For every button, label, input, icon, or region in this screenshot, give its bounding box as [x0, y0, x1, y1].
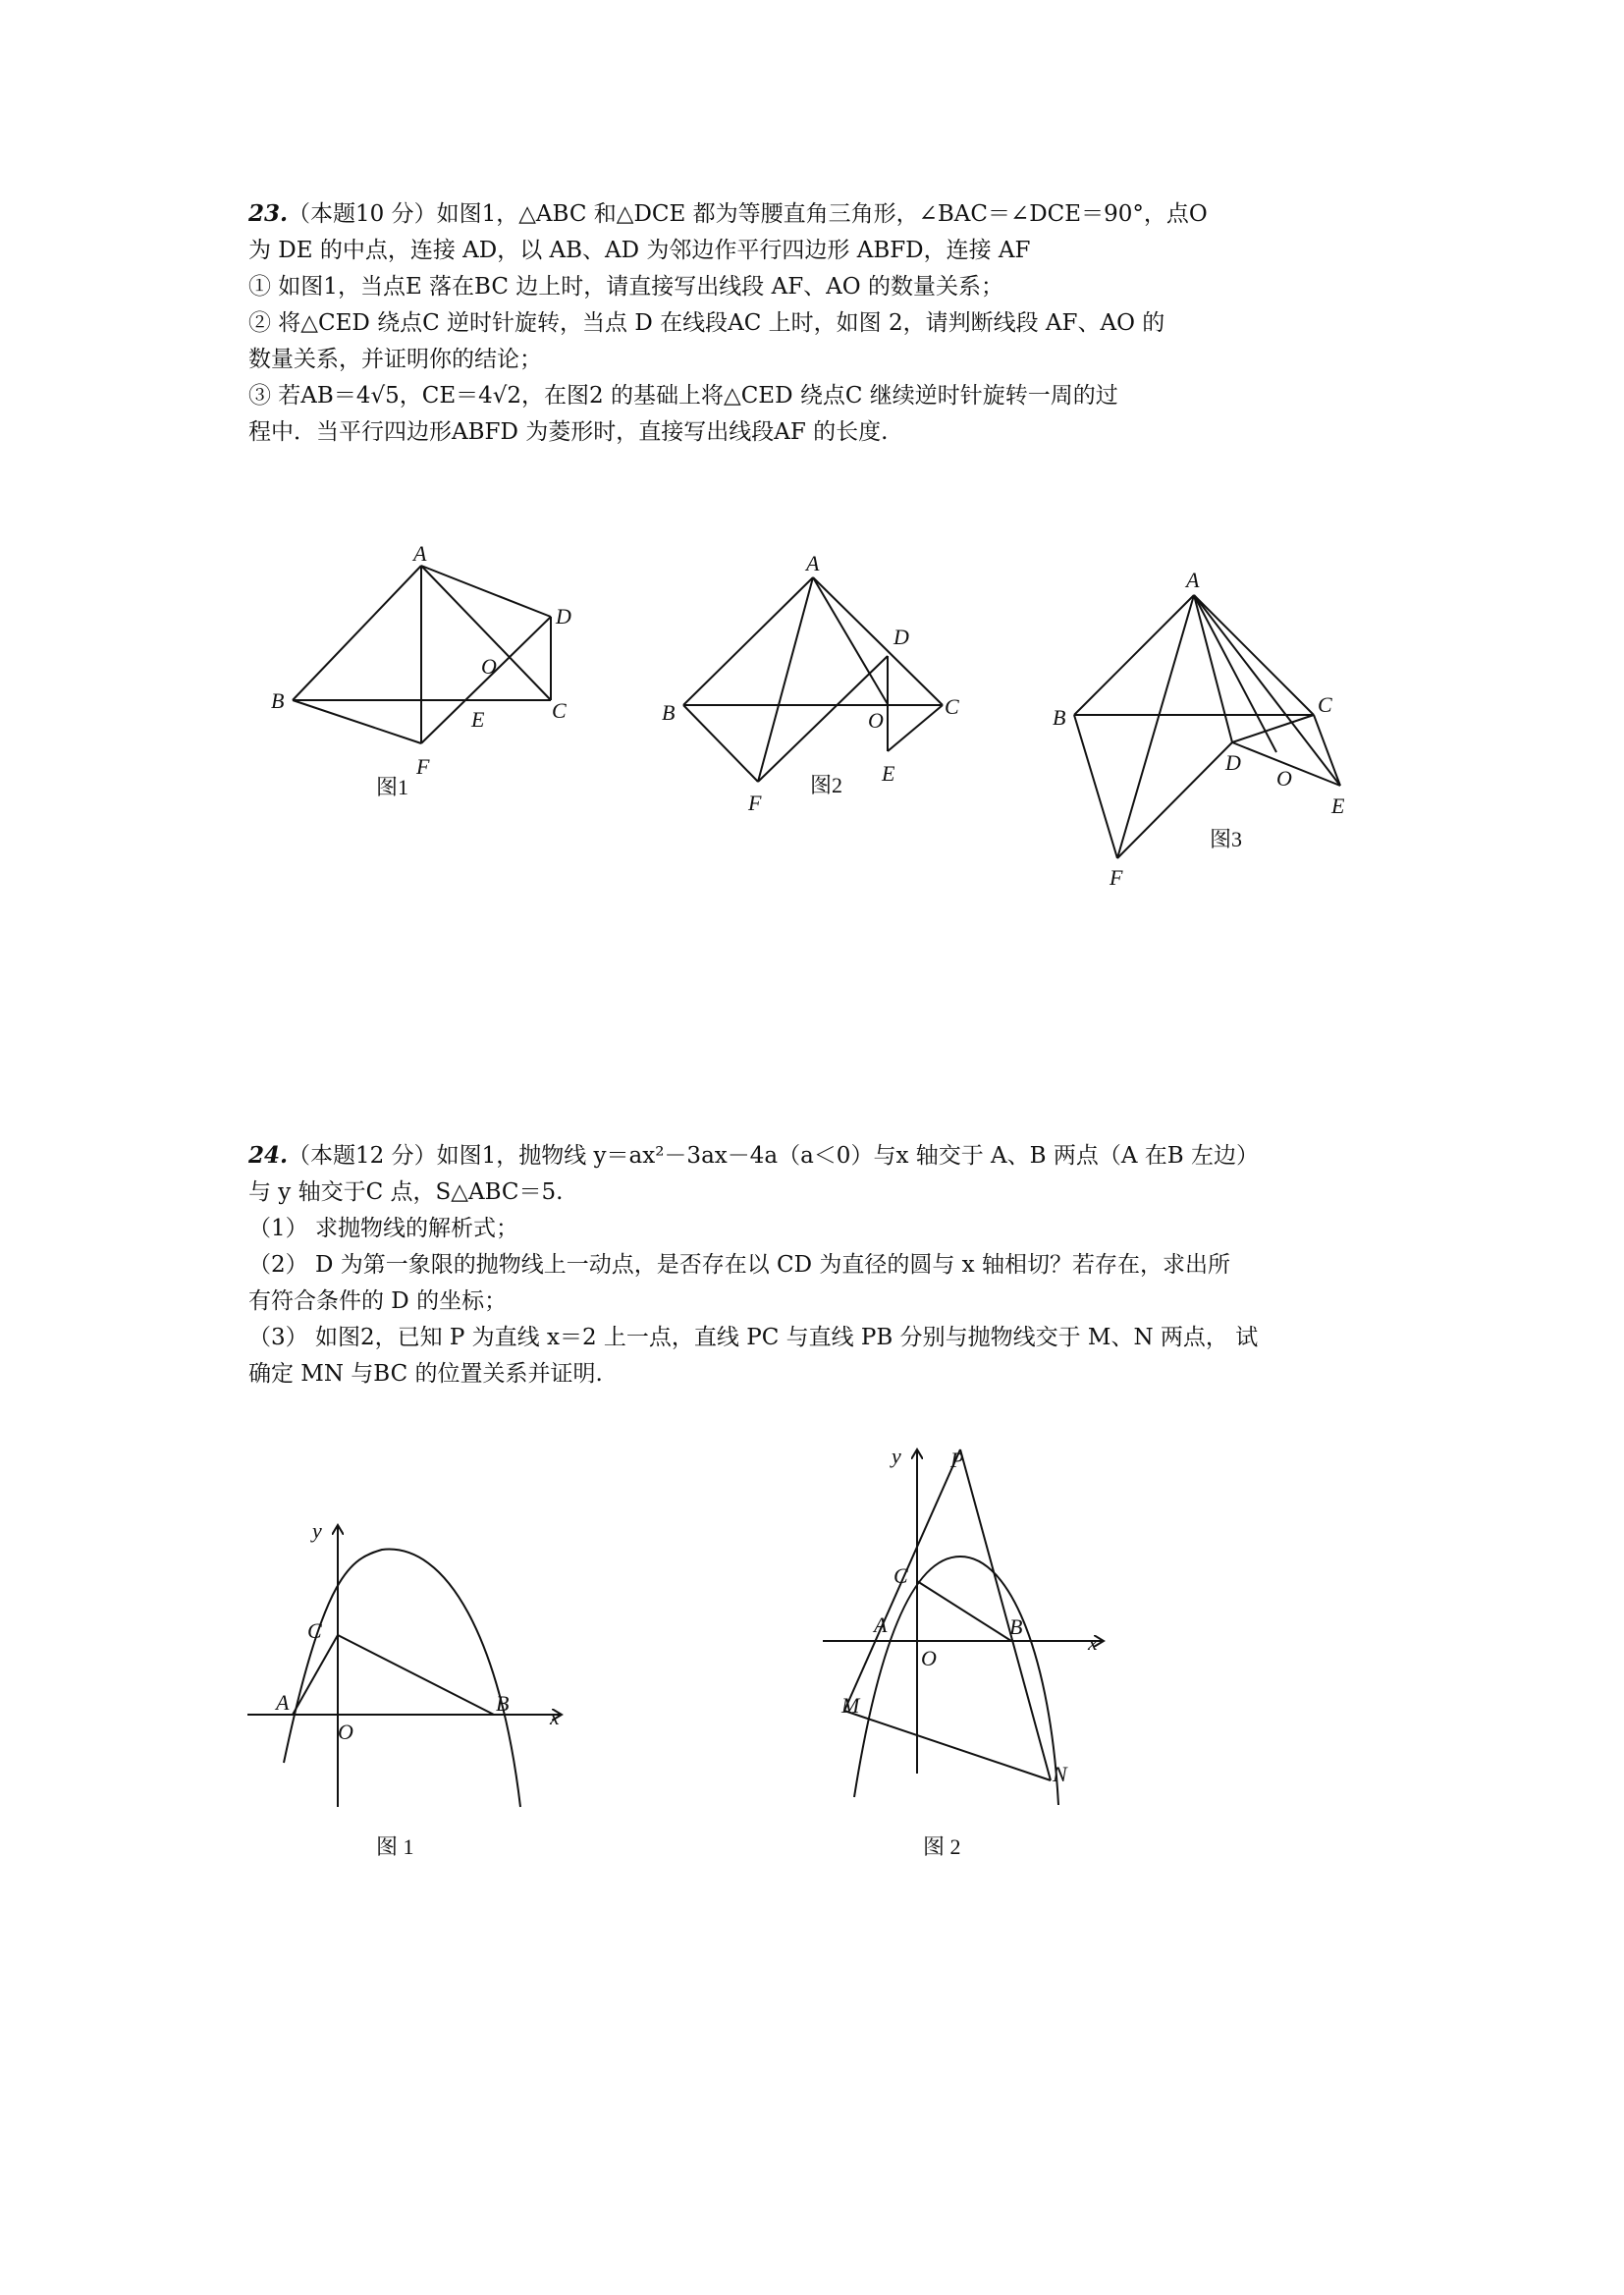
p1-label-O: O: [338, 1720, 353, 1744]
q23-part-3: ③ 若AB＝4√5，CE＝4√2，在图2 的基础上将△CED 绕点C 继续逆时针旋转一周的过: [248, 383, 1118, 409]
p2-label-y: y: [892, 1444, 901, 1468]
q23-line-5: 数量关系，并证明你的结论；: [248, 347, 542, 372]
fig1-caption: 图1: [376, 775, 409, 799]
p1-label-y: y: [312, 1518, 322, 1543]
fig3-label-C: C: [1318, 692, 1332, 717]
fig1-label-E: E: [471, 707, 485, 732]
fig2-label-B: B: [662, 700, 676, 725]
fig2-label-E: E: [882, 761, 895, 786]
fig3-label-O: O: [1276, 766, 1292, 791]
p2-caption: 图 2: [923, 1834, 961, 1859]
fig1-label-O: O: [481, 654, 497, 679]
fig3-label-F: F: [1110, 865, 1123, 890]
parab-figure-2: [823, 1444, 1104, 1859]
q24-part-1: （1） 求抛物线的解析式；: [248, 1216, 518, 1241]
q24-line-5: 有符合条件的 D 的坐标；: [248, 1288, 508, 1314]
p2-label-x: x: [1088, 1630, 1098, 1655]
p1-label-A: A: [276, 1690, 290, 1715]
fig2-label-D: D: [893, 625, 909, 649]
p1-label-C: C: [307, 1618, 322, 1643]
fig1-label-A: A: [413, 541, 427, 566]
p2-label-M: M: [841, 1693, 860, 1718]
q23-part-1: ① 如图1，当点E 落在BC 边上时，请直接写出线段 AF、AO 的数量关系；: [248, 274, 1003, 300]
fig3-label-D: D: [1225, 750, 1241, 775]
fig1-label-B: B: [271, 688, 285, 713]
q24-number: 24.: [248, 1142, 289, 1169]
p2-label-B: B: [1009, 1614, 1023, 1639]
q23-number: 23.: [248, 200, 289, 227]
q24-part-3: （3） 如图2，已知 P 为直线 x＝2 上一点，直线 PC 与直线 PB 分别与抛物线交于 M、N 两点， 试: [248, 1325, 1259, 1350]
fig1-label-D: D: [556, 604, 571, 628]
fig2-caption: 图2: [810, 773, 843, 797]
p2-label-P: P: [950, 1448, 964, 1472]
q23-text-1: （本题10 分）如图1，△ABC 和△DCE 都为等腰直角三角形，∠BAC＝∠DCE＝90°，点O: [288, 201, 1208, 227]
fig2-label-C: C: [945, 694, 959, 719]
q24-text-1: （本题12 分）如图1，抛物线 y＝ax²－3ax－4a（a＜0）与x 轴交于 A、B 两点（A 在B 左边）: [288, 1143, 1259, 1169]
fig3-label-A: A: [1186, 568, 1200, 592]
q24-line-7: 确定 MN 与BC 的位置关系并证明.: [248, 1361, 603, 1387]
p2-label-N: N: [1053, 1762, 1067, 1786]
q23-part-2: ② 将△CED 绕点C 逆时针旋转，当点 D 在线段AC 上时，如图 2，请判断线段 AF、AO 的: [248, 310, 1165, 336]
fig3-caption: 图3: [1210, 827, 1243, 851]
q23-line-7: 程中．当平行四边形ABFD 为菱形时，直接写出线段AF 的长度.: [248, 419, 889, 445]
fig1-label-F: F: [416, 754, 430, 779]
q24-part-2: （2） D 为第一象限的抛物线上一动点，是否存在以 CD 为直径的圆与 x 轴相切？若存在，求出所: [248, 1252, 1230, 1278]
p2-label-O: O: [921, 1646, 937, 1670]
fig2-label-O: O: [868, 708, 884, 733]
fig2-label-A: A: [806, 551, 820, 575]
parab-figure-1: [247, 1518, 562, 1859]
fig3-label-E: E: [1331, 793, 1345, 818]
q23-line-2: 为 DE 的中点，连接 AD，以 AB、AD 为邻边作平行四边形 ABFD，连接 AF: [248, 238, 1031, 263]
p2-label-A: A: [874, 1612, 888, 1637]
p1-label-B: B: [496, 1691, 510, 1716]
fig1-label-C: C: [552, 698, 567, 723]
q24-line-2: 与 y 轴交于C 点，S△ABC＝5.: [248, 1179, 564, 1205]
p2-label-C: C: [893, 1563, 908, 1588]
p1-caption: 图 1: [376, 1834, 414, 1859]
p1-label-x: x: [550, 1705, 560, 1729]
fig3-label-B: B: [1053, 705, 1066, 730]
fig2-label-F: F: [748, 791, 762, 815]
